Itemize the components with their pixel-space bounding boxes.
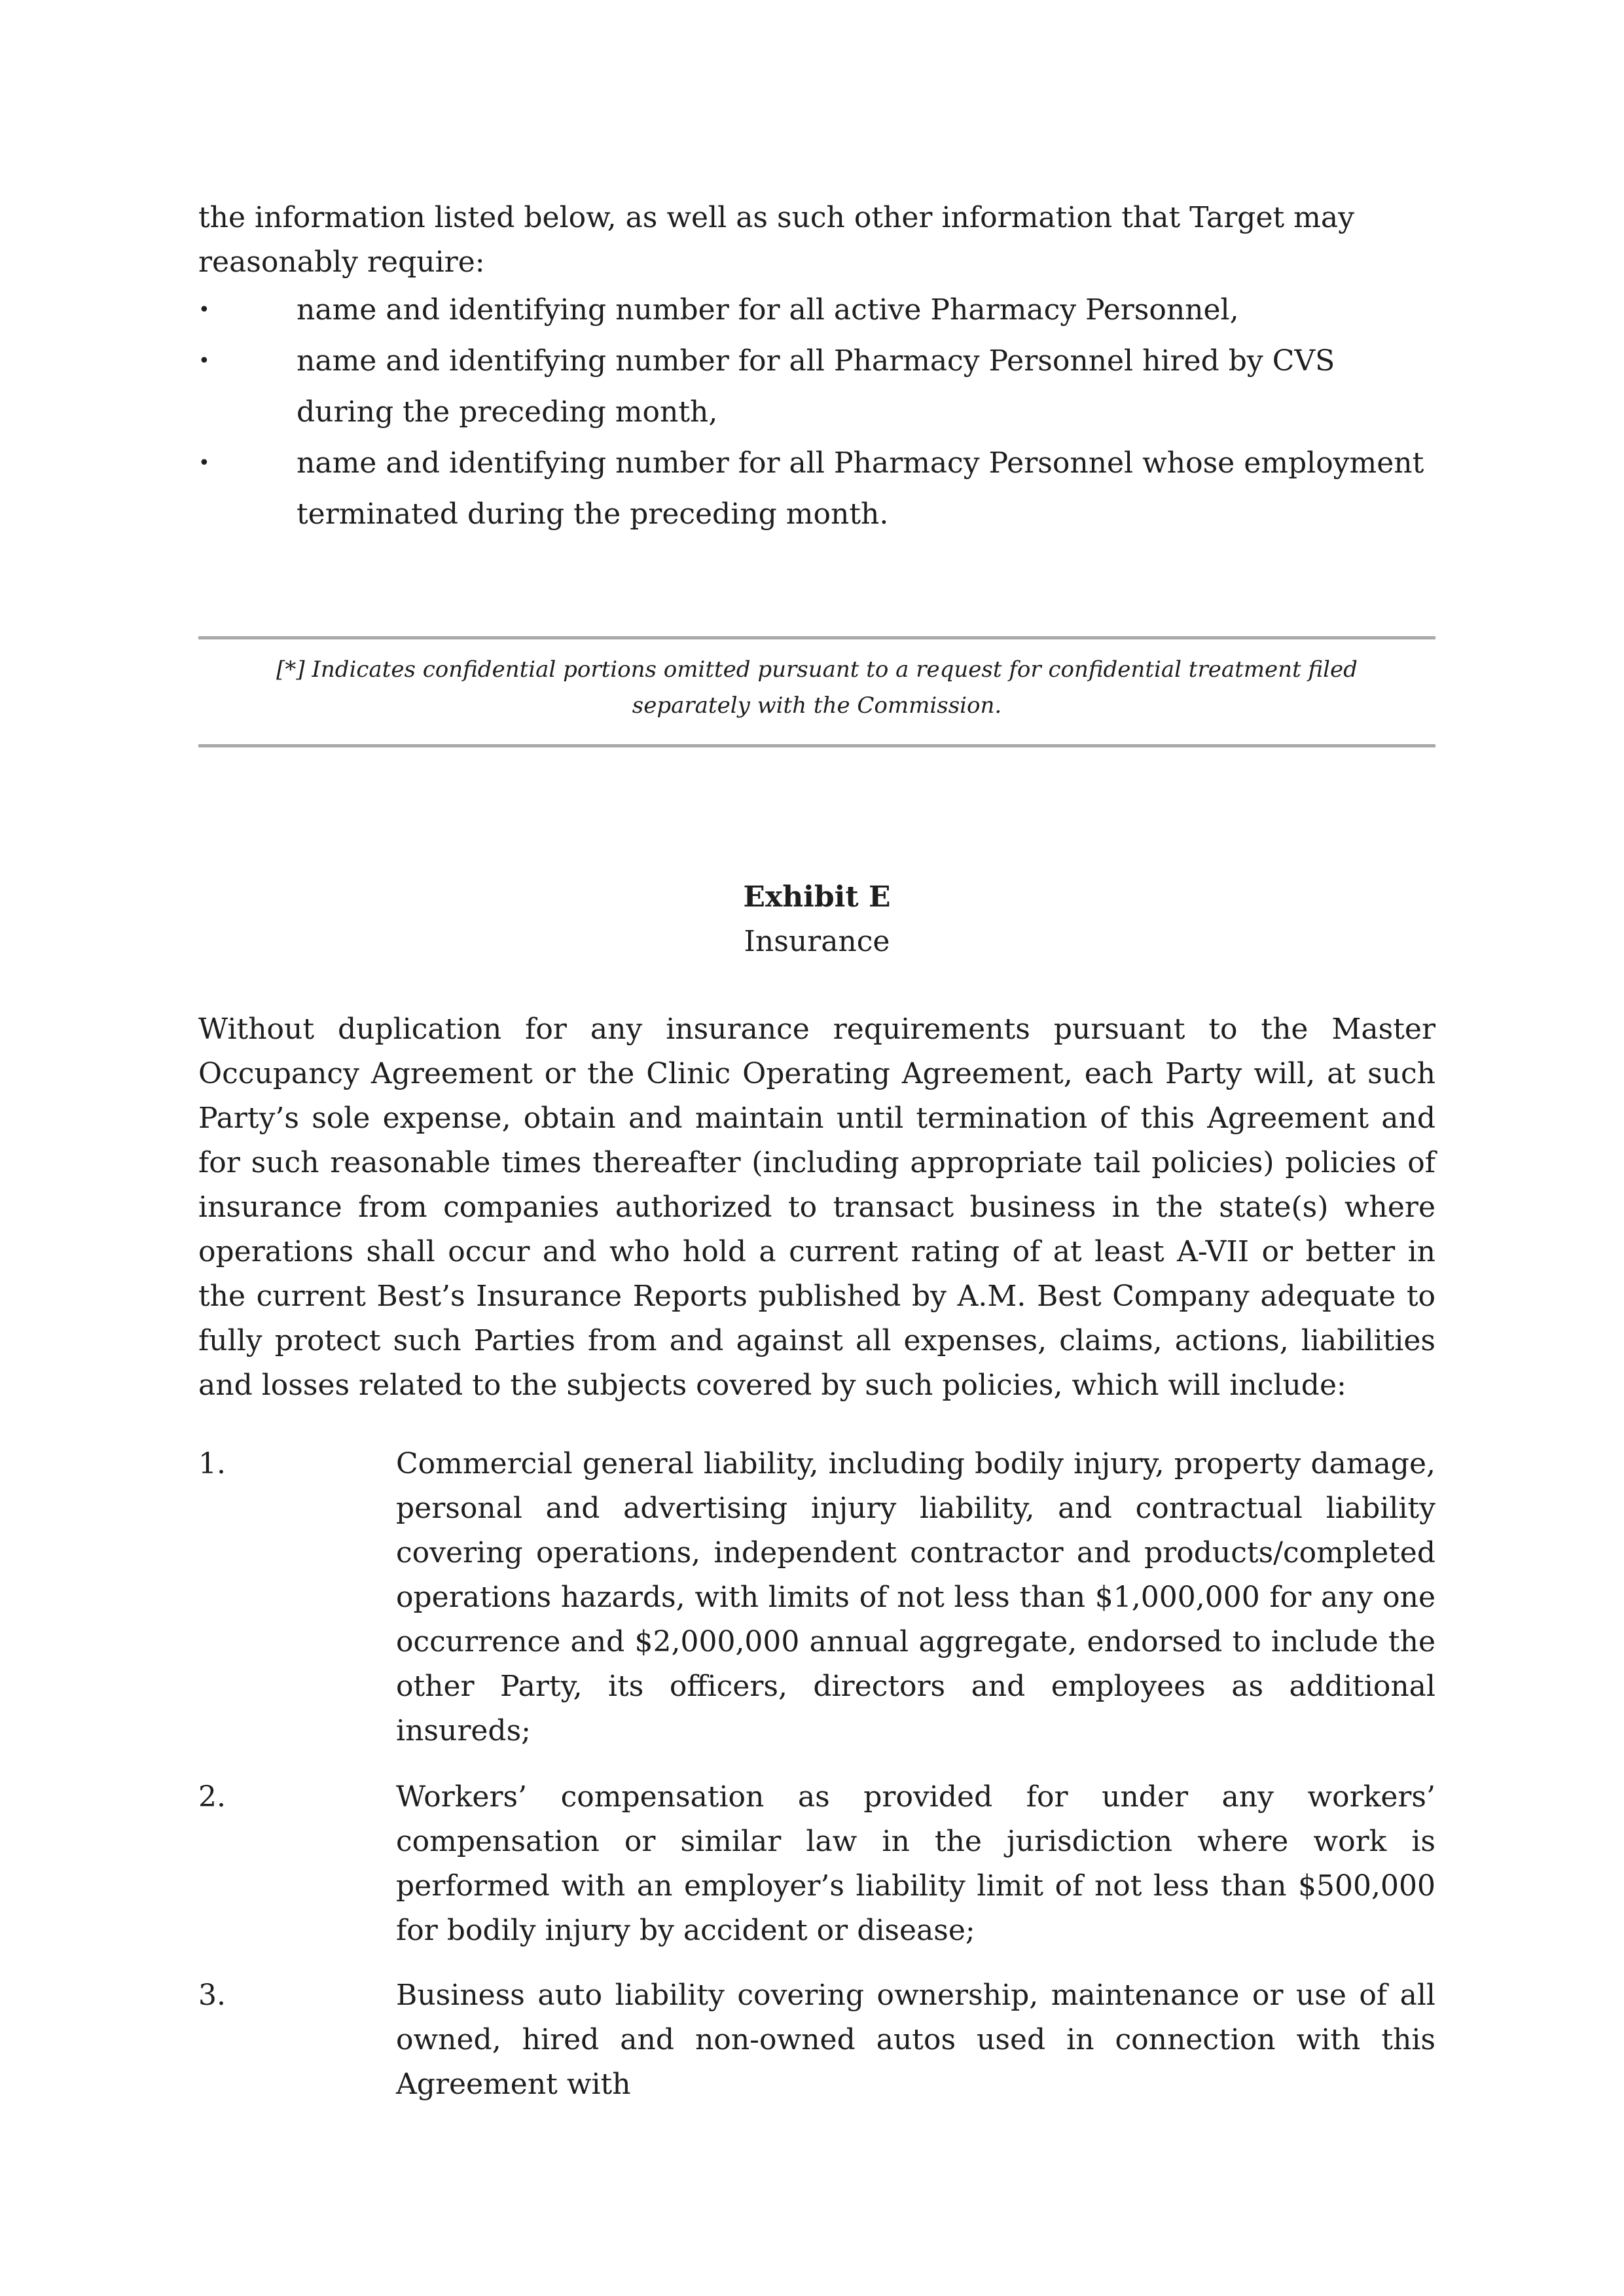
bullet-icon: • bbox=[198, 298, 210, 321]
item-text: Business auto liability covering ownership, maintenance or use of all owned, hired and non-owned autos used in connection with this Agreement with bbox=[396, 1979, 1435, 2101]
footnote-line: separately with the Commission. bbox=[632, 692, 1002, 719]
insurance-paragraph: Without duplication for any insurance requirements pursuant to the Master Occupancy Agreement or the Clinic Operating Agreement, each Party will, at such Party’s sole expense, obtain and maintain until termination of this Agreement and for such reasonable times thereafter (including appropriate tail policies) policies of insurance from companies authorized to transact business in the state(s) where operations shall occur and who hold a current rating of at least A-VII or better in the current Best’s Insurance Reports published by A.M. Best Company adequate to fully protect such Parties from and against all expenses, claims, actions, liabilities and losses related to the subjects covered by such policies, which will include: bbox=[198, 1013, 1435, 1402]
footnote-top-divider bbox=[198, 636, 1435, 639]
bullet-text: name and identifying number for all Pharmacy Personnel hired by CVS during the preceding month, bbox=[297, 344, 1335, 429]
item-text: Commercial general liability, including bodily injury, property damage, personal and advertising injury liability, and contractual liability covering operations, independent contractor and products/completed operations hazards, with limits of not less than $1,000,000 for any one occurrence and $2,000,000 annual aggregate, endorsed to include the other Party, its officers, directors and employees as additional insureds; bbox=[396, 1447, 1435, 1748]
item-number: 2. bbox=[198, 1780, 226, 1814]
bullet-item bbox=[198, 285, 1435, 336]
item-text: Workers’ compensation as provided for under any workers’ compensation or similar law in the jurisdiction where work is performed with an employer’s liability limit of not less than $500,000 for bodily injury by accident or disease; bbox=[396, 1780, 1435, 1947]
document-page bbox=[198, 0, 1435, 2296]
bullet-item bbox=[198, 438, 1435, 540]
bullet-item bbox=[198, 336, 1435, 438]
bullet-icon: • bbox=[198, 452, 210, 475]
footnote-bottom-divider bbox=[198, 744, 1435, 747]
bullet-text: name and identifying number for all active Pharmacy Personnel, bbox=[297, 293, 1239, 327]
bullet-text: name and identifying number for all Pharmacy Personnel whose employment terminated during the preceding month. bbox=[297, 446, 1424, 531]
footnote-line: [*] Indicates confidential portions omitted pursuant to a request for confidential treatment filed bbox=[276, 656, 1358, 683]
bullet-icon: • bbox=[198, 350, 210, 372]
intro-paragraph: the information listed below, as well as such other information that Target may reasonably require: bbox=[198, 201, 1354, 279]
confidentiality-footnote bbox=[198, 652, 1435, 724]
bullet-list bbox=[198, 285, 1435, 540]
item-number: 3. bbox=[198, 1979, 226, 2012]
item-number: 1. bbox=[198, 1447, 226, 1480]
exhibit-title: Exhibit E bbox=[743, 880, 891, 914]
exhibit-subtitle: Insurance bbox=[744, 925, 890, 958]
